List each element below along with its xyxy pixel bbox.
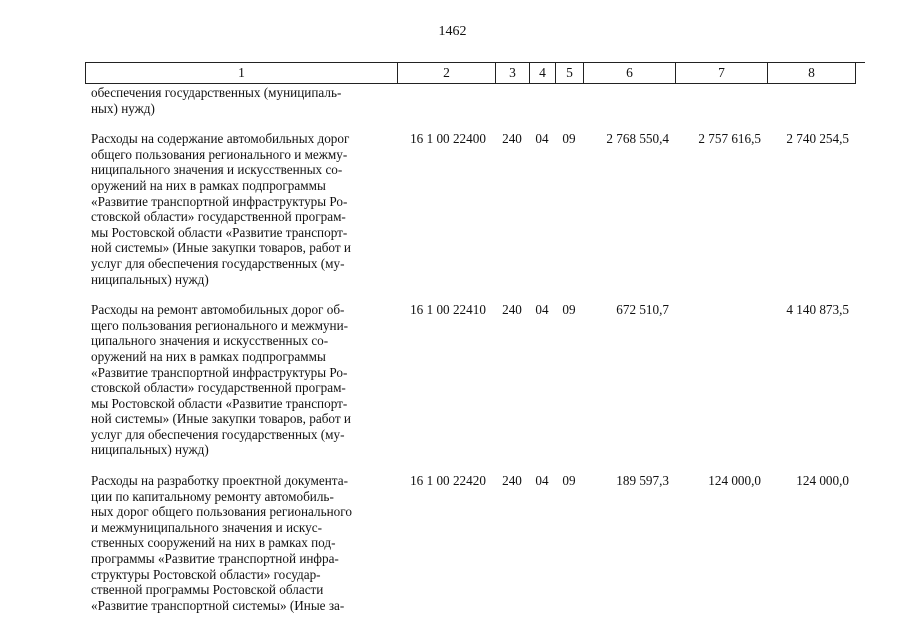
row-c5: 09: [562, 473, 576, 489]
desc-line: ных) нужд): [91, 100, 155, 116]
desc-line: общего пользования регионального и межму-: [91, 146, 348, 162]
row-description: [85, 131, 397, 287]
header-col-1: 1: [86, 63, 398, 84]
row-description: [85, 473, 397, 613]
desc-line: «Развитие транспортной системы» (Иные за-: [91, 597, 345, 613]
row-value-6: [583, 84, 675, 116]
header-col-3: 3: [496, 63, 530, 84]
row-c3: 240: [502, 473, 522, 489]
desc-line: «Развитие транспортной инфраструктуры Ро-: [91, 364, 348, 380]
row-value-8: [767, 84, 855, 116]
row-code: 16 1 00 22420: [410, 473, 486, 489]
header-col-4: 4: [530, 63, 556, 84]
row-value-6: 672 510,7: [616, 302, 669, 318]
desc-line: Расходы на содержание автомобильных дорог: [91, 131, 350, 147]
desc-line: стовской области» государственной програм-: [91, 209, 346, 225]
row-code: 16 1 00 22410: [410, 302, 486, 318]
desc-line: ной системы» (Иные закупки товаров, работ и: [91, 240, 351, 256]
row-c4: [529, 84, 555, 116]
row-value-8: 4 140 873,5: [786, 302, 849, 318]
desc-line: и межмуниципального значения и искус-: [91, 519, 322, 535]
table-row: [85, 131, 865, 287]
desc-line: ниципальных) нужд): [91, 442, 209, 458]
desc-line: услуг для обеспечения государственных (му-: [91, 426, 345, 442]
row-description: [85, 302, 397, 458]
desc-line: мы Ростовской области «Развитие транспорт-: [91, 395, 348, 411]
row-c4: 04: [535, 131, 549, 147]
desc-line: щего пользования регионального и межмуни-: [91, 317, 349, 333]
row-code: 16 1 00 22400: [410, 131, 486, 147]
desc-line: «Развитие транспортной инфраструктуры Ро-: [91, 193, 348, 209]
desc-line: ных дорог общего пользования регионального: [91, 504, 352, 520]
page-number: 1462: [438, 24, 467, 39]
row-c4: 04: [535, 302, 549, 318]
header-col-5: 5: [556, 63, 584, 84]
header-col-6: 6: [584, 63, 676, 84]
table-row: [85, 84, 865, 116]
table-header: [85, 62, 865, 84]
desc-line: Расходы на ремонт автомобильных дорог об-: [91, 302, 345, 318]
desc-line: стовской области» государственной програм-: [91, 380, 346, 396]
row-code: [397, 84, 495, 116]
row-c5: [555, 84, 583, 116]
row-value-8: 2 740 254,5: [786, 131, 849, 147]
row-c5: 09: [562, 302, 576, 318]
header-col-8: 8: [768, 63, 856, 84]
desc-line: оружений на них в рамках подпрограммы: [91, 177, 326, 193]
budget-table: [85, 62, 865, 613]
table-row: [85, 302, 865, 458]
desc-line: мы Ростовской области «Развитие транспорт-: [91, 224, 348, 240]
row-value-7: [675, 302, 767, 458]
desc-line: ции по капитальному ремонту автомобиль-: [91, 488, 334, 504]
row-description: [85, 84, 397, 116]
row-value-7: [675, 84, 767, 116]
table-row: [85, 473, 865, 613]
desc-line: услуг для обеспечения государственных (му-: [91, 255, 345, 271]
desc-line: структуры Ростовской области» государ-: [91, 566, 321, 582]
row-value-6: 2 768 550,4: [606, 131, 669, 147]
desc-line: ниципального значения и искусственных со-: [91, 162, 343, 178]
row-c4: 04: [535, 473, 549, 489]
desc-line: обеспечения государственных (муниципаль-: [91, 85, 342, 100]
desc-line: ственных сооружений на них в рамках под-: [91, 535, 336, 551]
header-col-7: 7: [676, 63, 768, 84]
row-value-6: 189 597,3: [616, 473, 669, 489]
row-c5: 09: [562, 131, 576, 147]
header-col-2: 2: [398, 63, 496, 84]
row-value-7: 2 757 616,5: [698, 131, 761, 147]
row-value-8: 124 000,0: [796, 473, 849, 489]
desc-line: программы «Развитие транспортной инфра-: [91, 551, 339, 567]
desc-line: ственной программы Ростовской области: [91, 582, 324, 598]
row-value-7: 124 000,0: [708, 473, 761, 489]
desc-line: ципального значения и искусственных со-: [91, 333, 329, 349]
row-c3: 240: [502, 131, 522, 147]
desc-line: оружений на них в рамках подпрограммы: [91, 348, 326, 364]
desc-line: Расходы на разработку проектной документа-: [91, 473, 348, 489]
row-c3: 240: [502, 302, 522, 318]
desc-line: ниципальных) нужд): [91, 271, 209, 287]
desc-line: ной системы» (Иные закупки товаров, работ и: [91, 411, 351, 427]
row-c3: [495, 84, 529, 116]
